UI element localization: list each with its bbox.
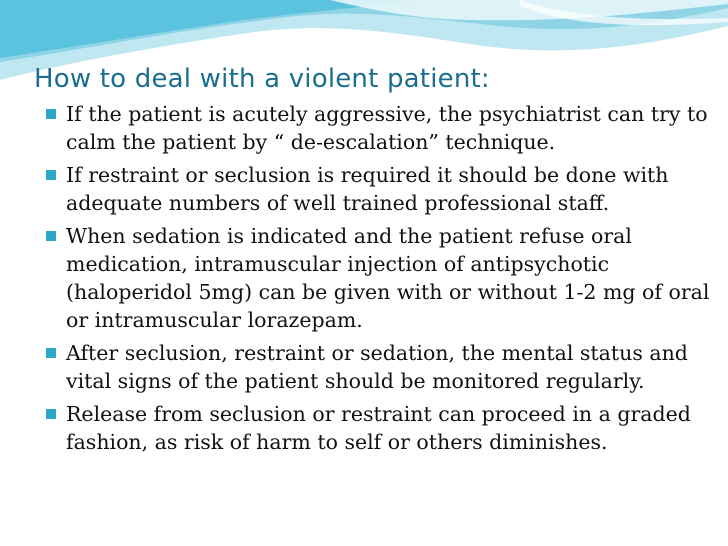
bullet-text: Release from seclusion or restraint can proceed in a graded fashion, as risk of harm to self or others diminishes. — [66, 402, 691, 454]
square-bullet-icon — [46, 231, 56, 241]
bullet-text: If restraint or seclusion is required it should be done with adequate numbers of well trained professional staff. — [66, 163, 669, 215]
square-bullet-icon — [46, 170, 56, 180]
bullet-item — [44, 100, 714, 156]
bullet-item — [44, 222, 714, 334]
bullet-item — [44, 339, 714, 395]
bullet-text: If the patient is acutely aggressive, the psychiatrist can try to calm the patient by “ de-escalation” technique. — [66, 102, 708, 154]
square-bullet-icon — [46, 348, 56, 358]
bullet-list — [44, 100, 714, 461]
bullet-item — [44, 400, 714, 456]
square-bullet-icon — [46, 409, 56, 419]
bullet-text: When sedation is indicated and the patient refuse oral medication, intramuscular injection of antipsychotic (haloperidol 5mg) can be given with or without 1-2 mg of oral or intramuscular lorazepam. — [66, 224, 710, 332]
bullet-item — [44, 161, 714, 217]
bullet-text: After seclusion, restraint or sedation, the mental status and vital signs of the patient should be monitored regularly. — [66, 341, 688, 393]
square-bullet-icon — [46, 109, 56, 119]
slide-title: How to deal with a violent patient: — [34, 64, 490, 94]
